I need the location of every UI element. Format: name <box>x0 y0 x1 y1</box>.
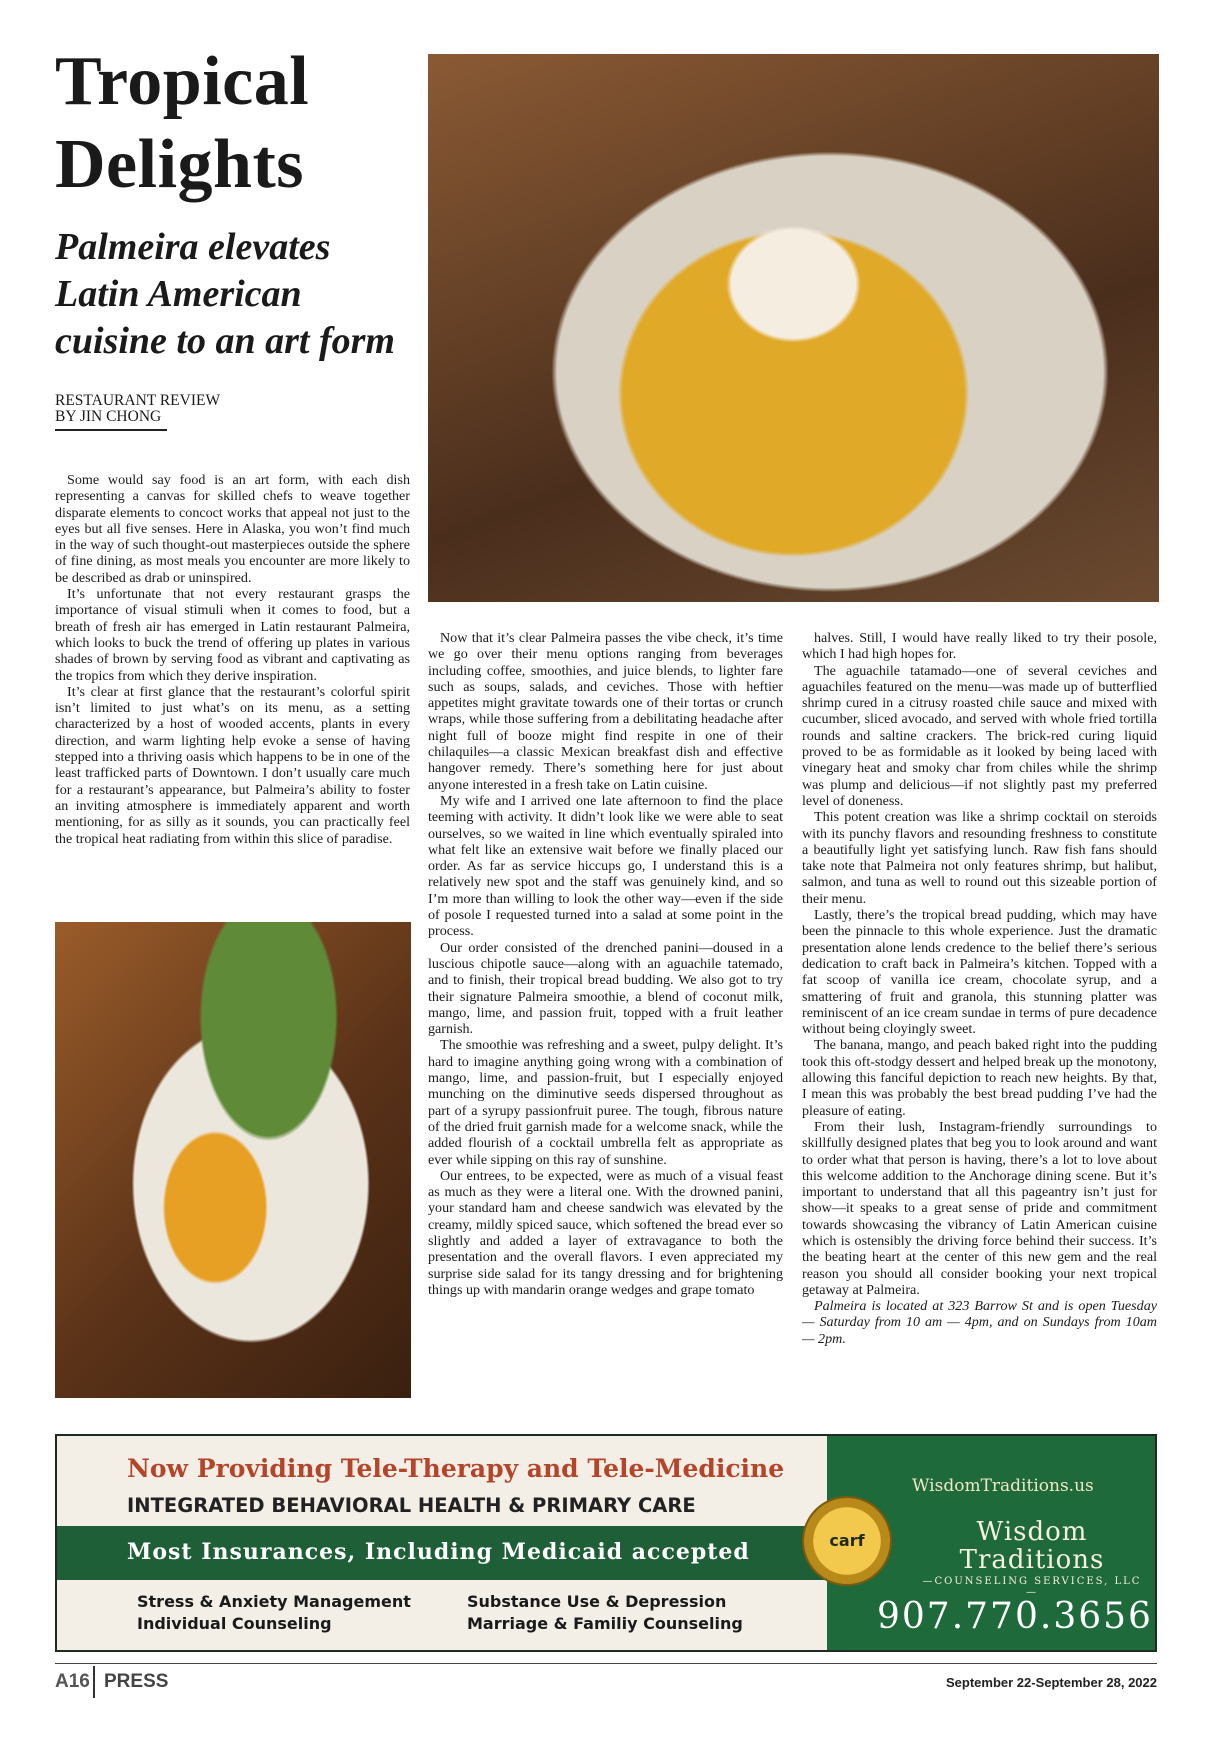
badge-text: carf <box>829 1531 865 1550</box>
paragraph: My wife and I arrived one late afternoon to find the place teeming with activity. It didn’t look like we were able to seat ourselves, so we waited in line which eventually spiraled into what felt like an extensive wait before we finally placed our order. As far as service hiccups go, I understand this is a relatively new spot and the staff was genuinely kind, and so I’m more than willing to look the other way—even if the side of posole I requested turned into a salad at some point in the process. <box>428 792 783 940</box>
ad-services-left <box>137 1591 411 1635</box>
title-line-1: Tropical <box>55 43 310 120</box>
ad-subhead: INTEGRATED BEHAVIORAL HEALTH & PRIMARY CARE <box>127 1494 696 1517</box>
paragraph: Now that it’s clear Palmeira passes the vibe check, it’s time we go over their menu options ranging from beverages including coffee, smoothies, and juice blends, to lighter fare such as soups, salads, and ceviches. Those with heftier appetites might gravitate towards one of their tortas or crunch wraps, while those suffering from a debilitating headache after night full of booze might find respite in one of their chilaquiles—a classic Mexican breakfast dish and effective hangover remedy. There’s something here for just about anyone interested in a fresh take on Latin cuisine. <box>428 630 783 793</box>
byline-block <box>55 393 220 431</box>
paragraph: The aguachile tatamado—one of several ceviches and aguachiles featured on the menu—was made up of butterflied shrimp cured in a citrusy roasted chile sauce and mixed with cucumber, sliced avocado, and served with whole fried tortilla rounds and saltine crackers. The brick-red curing liquid proved to be as formidable as it looked by being laced with vinegary heat and smoky char from chiles while the shrimp was plump and delicious—if not slightly past my preferred level of doneness. <box>802 662 1157 809</box>
paragraph: Our order consisted of the drenched panini—doused in a luscious chipotle sauce—along with an aguachile tatemado, and to finish, their tropical bread budding. We also got to try their signature Palmeira smoothie, a blend of coconut milk, mango, lime, and passion fruit, topped with a fruit leather garnish. <box>428 939 783 1038</box>
service-item: Stress & Anxiety Management <box>137 1592 411 1611</box>
article-subtitle: Palmeira elevates Latin American cuisine to an art form <box>55 226 395 362</box>
service-item: Individual Counseling <box>137 1614 332 1633</box>
issue-date: September 22-September 28, 2022 <box>946 1675 1157 1690</box>
section-label: RESTAURANT REVIEW <box>55 392 221 409</box>
service-item: Substance Use & Depression <box>467 1592 727 1611</box>
article-title <box>55 40 395 206</box>
paragraph: halves. Still, I would have really liked to try their posole, which I had high hopes for. <box>802 630 1157 663</box>
paragraph: The smoothie was refreshing and a sweet, pulpy delight. It’s hard to imagine anything going wrong with a combination of mango, lime, and passion-fruit, but I especially enjoyed munching on the diminutive seeds dispersed throughout as part of a syrupy passionfruit puree. The tough, fibrous nature of the dried fruit garnish made for a welcome snack, while the added flourish of a cocktail umbrella felt as appropriate as ever while sipping on this ray of sunshine. <box>428 1037 783 1168</box>
paragraph: The banana, mango, and peach baked right into the pudding took this oft-stodgy dessert and helped break up the monotony, allowing this fanciful depiction to reach new heights. By that, I mean this was probably the best bread pudding I’ve had the pleasure of eating. <box>802 1037 1157 1119</box>
paragraph: This potent creation was like a shrimp cocktail on steroids with its punchy flavors and resounding freshness to constitute a beautifully light yet satisfying lunch. Raw fish fans should take note that Palmeira not only features shrimp, but halibut, salmon, and tuna as well to round out this sizeable portion of their menu. <box>802 809 1157 907</box>
logo-line-2: Traditions <box>959 1545 1105 1575</box>
publication-logo: PRESS <box>104 1671 169 1692</box>
location-hours: Palmeira is located at 323 Barrow St and is open Tuesday — Saturday from 10 am — 4pm, and on Sundays from 10am — 2pm. <box>802 1298 1157 1347</box>
folio-divider <box>93 1666 95 1698</box>
byline: BY JIN CHONG <box>55 408 162 425</box>
logo-line-1: Wisdom <box>976 1517 1088 1547</box>
page-number: A16 <box>55 1671 90 1692</box>
ad-logo <box>917 1518 1147 1598</box>
advertisement[interactable] <box>55 1434 1157 1652</box>
paragraph: Lastly, there’s the tropical bread pudding, which may have been the pinnacle to this whole experience. Just the dramatic presentation alone lends credence to the belief there’s serious dedication to craft back in Palmeira’s kitchen. Topped with a fat scoop of vanilla ice cream, chocolate syrup, and a smattering of fruit and granola, this stunning platter was reminiscent of an ice cream sundae in terms of pure decadence without being cloyingly sweet. <box>802 907 1157 1038</box>
paragraph: From their lush, Instagram-friendly surroundings to skillfully designed plates that beg you to look around and want to order what that person is having, there’s a lot to love about this welcome addition to the Anchorage dining scene. But it’s important to understand that all this pageantry isn’t just for show—it speaks to a great sense of pride and commitment towards showcasing the vibrancy of Latin American cuisine which is ostensibly the driving force behind their success. It’s the beating heart at the center of this new gem and the real reason you should all consider booking your next tropical getaway at Palmeira. <box>802 1118 1157 1298</box>
paragraph: Our entrees, to be expected, were as much of a visual feast as much as they were a literal one. With the drowned panini, your standard ham and cheese sandwich was elevated by the creamy, mildly spiced sauce, which softened the bread ever so slightly and added a layer of extravagance to both the presentation and the overall flavors. I even appreciated my surprise side salad for its tangy dressing and for brightening things up with mandarin orange wedges and grape tomato <box>428 1167 783 1298</box>
panini-salad-photo <box>55 922 411 1398</box>
paragraph: Some would say food is an art form, with each dish representing a canvas for skilled chefs to weave together disparate elements to concoct works that appeal not just to the eyes but all five senses. Here in Alaska, you won’t find much in the way of such thought-out masterpieces outside the sphere of fine dining, as most meals you encounter are more likely to be described as drab or uninspired. <box>55 472 410 586</box>
article-column-1 <box>55 472 410 847</box>
service-item: Marriage & Familiy Counseling <box>467 1614 743 1633</box>
footer-rule <box>55 1663 1157 1664</box>
ad-headline: Now Providing Tele-Therapy and Tele-Medicine <box>127 1454 785 1483</box>
carf-badge-icon <box>802 1496 892 1586</box>
ad-url[interactable]: WisdomTraditions.us <box>912 1476 1094 1496</box>
title-line-2: Delights <box>55 126 304 203</box>
paragraph: It’s unfortunate that not every restaurant grasps the importance of visual stimuli when it comes to food, but a breath of fresh air has emerged in Latin restaurant Palmeira, which looks to buck the trend of offering up plates in various shades of brown by serving food as vibrant and captivating as the tropics from which they derive inspiration. <box>55 586 410 684</box>
bread-pudding-photo <box>428 54 1159 602</box>
article-column-3 <box>802 630 1157 1347</box>
ad-insurance-text: Most Insurances, Including Medicaid accepted <box>127 1539 750 1565</box>
ad-services-right <box>467 1591 743 1635</box>
article-column-2 <box>428 630 783 1298</box>
byline-rule <box>55 429 167 431</box>
logo-tagline: —COUNSELING SERVICES, LLC— <box>922 1576 1142 1598</box>
ad-phone[interactable]: 907.770.3656 <box>877 1596 1153 1637</box>
paragraph: It’s clear at first glance that the restaurant’s colorful spirit isn’t limited to just what’s on its menu, as a setting characterized by a host of wooded accents, plants in every direction, and warm lighting help evoke a sense of having stepped into a thriving oasis which happens to be in one of the least trafficked parts of Downtown. I don’t usually care much for a restaurant’s appearance, but Palmeira’s ability to foster an inviting atmosphere is immediately apparent and worth mentioning, for as silly as it sounds, you can practically feel the tropical heat radiating from within this slice of paradise. <box>55 683 410 847</box>
